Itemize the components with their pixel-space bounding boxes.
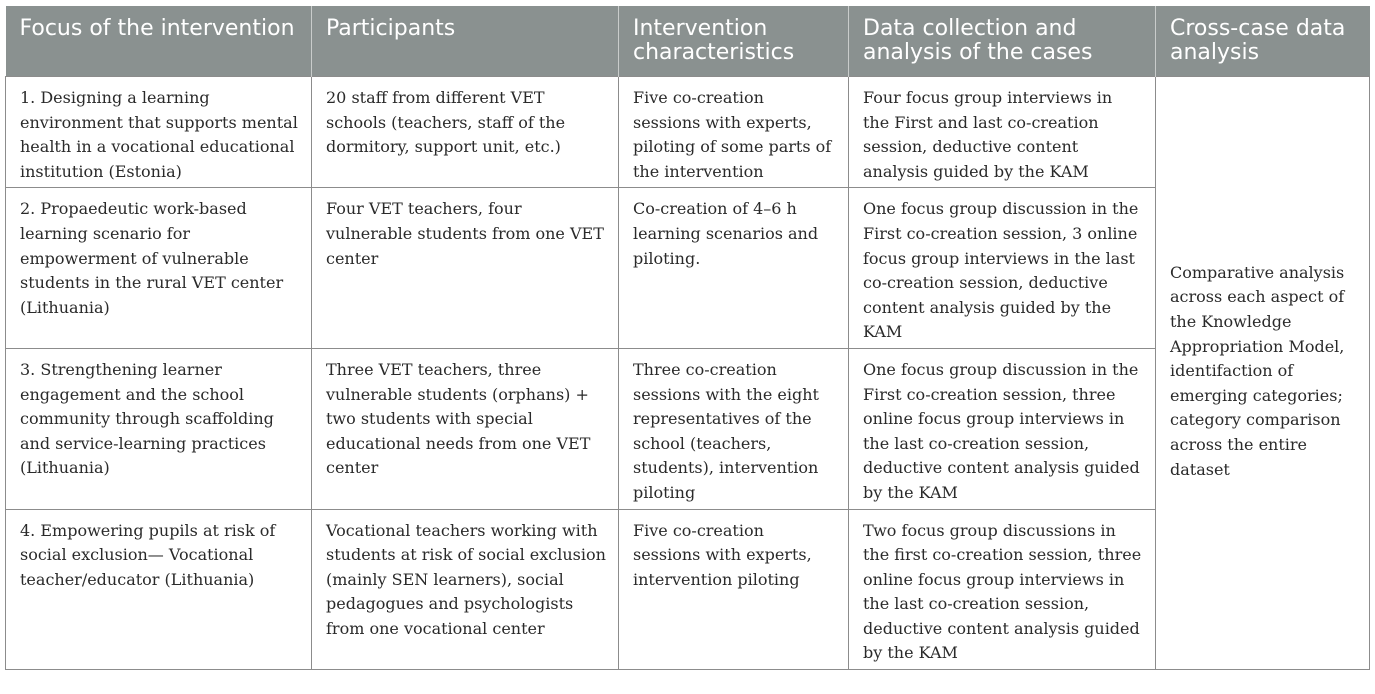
interventions-table <box>5 6 1370 670</box>
cell-focus: 2. Propaedeutic work-based learning scenario for empowerment of vulnerable students in the rural VET center (Lithuania) <box>6 188 312 349</box>
cell-cross-case-analysis <box>1156 77 1370 670</box>
table-row <box>6 77 1370 188</box>
cell-characteristics: Co-creation of 4–6 h learning scenarios and piloting. <box>619 188 849 349</box>
cell-data-collection: One focus group discussion in the First co-creation session, 3 online focus group interviews in the last co-creation session, deductive content analysis guided by the KAM <box>849 188 1156 349</box>
header-intervention-characteristics: Intervention characteristics <box>619 6 849 77</box>
cell-participants: 20 staff from different VET schools (teachers, staff of the dormitory, support unit, etc.) <box>312 77 619 188</box>
cell-participants: Four VET teachers, four vulnerable students from one VET center <box>312 188 619 349</box>
header-participants: Participants <box>312 6 619 77</box>
cell-characteristics: Five co-creation sessions with experts, piloting of some parts of the intervention <box>619 77 849 188</box>
cell-data-collection: One focus group discussion in the First co-creation session, three online focus group interviews in the last co-creation session, deductive content analysis guided by the KAM <box>849 348 1156 509</box>
cell-data-collection: Four focus group interviews in the First and last co-creation session, deductive content analysis guided by the KAM <box>849 77 1156 188</box>
cell-participants: Vocational teachers working with students at risk of social exclusion (mainly SEN learners), social pedagogues and psychologists from one vocational center <box>312 509 619 670</box>
cell-focus: 4. Empowering pupils at risk of social exclusion— Vocational teacher/educator (Lithuania) <box>6 509 312 670</box>
cell-focus: 1. Designing a learning environment that supports mental health in a vocational educational institution (Estonia) <box>6 77 312 188</box>
cell-focus: 3. Strengthening learner engagement and the school community through scaffolding and service-learning practices (Lithuania) <box>6 348 312 509</box>
cell-characteristics: Three co-creation sessions with the eight representatives of the school (teachers, students), intervention piloting <box>619 348 849 509</box>
header-row <box>6 6 1370 77</box>
header-data-collection: Data collection and analysis of the cases <box>849 6 1156 77</box>
header-cross-case-analysis: Cross-case data analysis <box>1156 6 1370 77</box>
cell-participants: Three VET teachers, three vulnerable students (orphans) + two students with special educational needs from one VET center <box>312 348 619 509</box>
cross-case-text: Comparative analysis across each aspect of the Knowledge Appropriation Model, identifaction of emerging categories; category comparison across the entire dataset <box>1170 262 1345 479</box>
cell-characteristics: Five co-creation sessions with experts, intervention piloting <box>619 509 849 670</box>
header-focus: Focus of the intervention <box>6 6 312 77</box>
table-container <box>5 6 1369 670</box>
cell-data-collection: Two focus group discussions in the first co-creation session, three online focus group interviews in the last co-creation session, deductive content analysis guided by the KAM <box>849 509 1156 670</box>
